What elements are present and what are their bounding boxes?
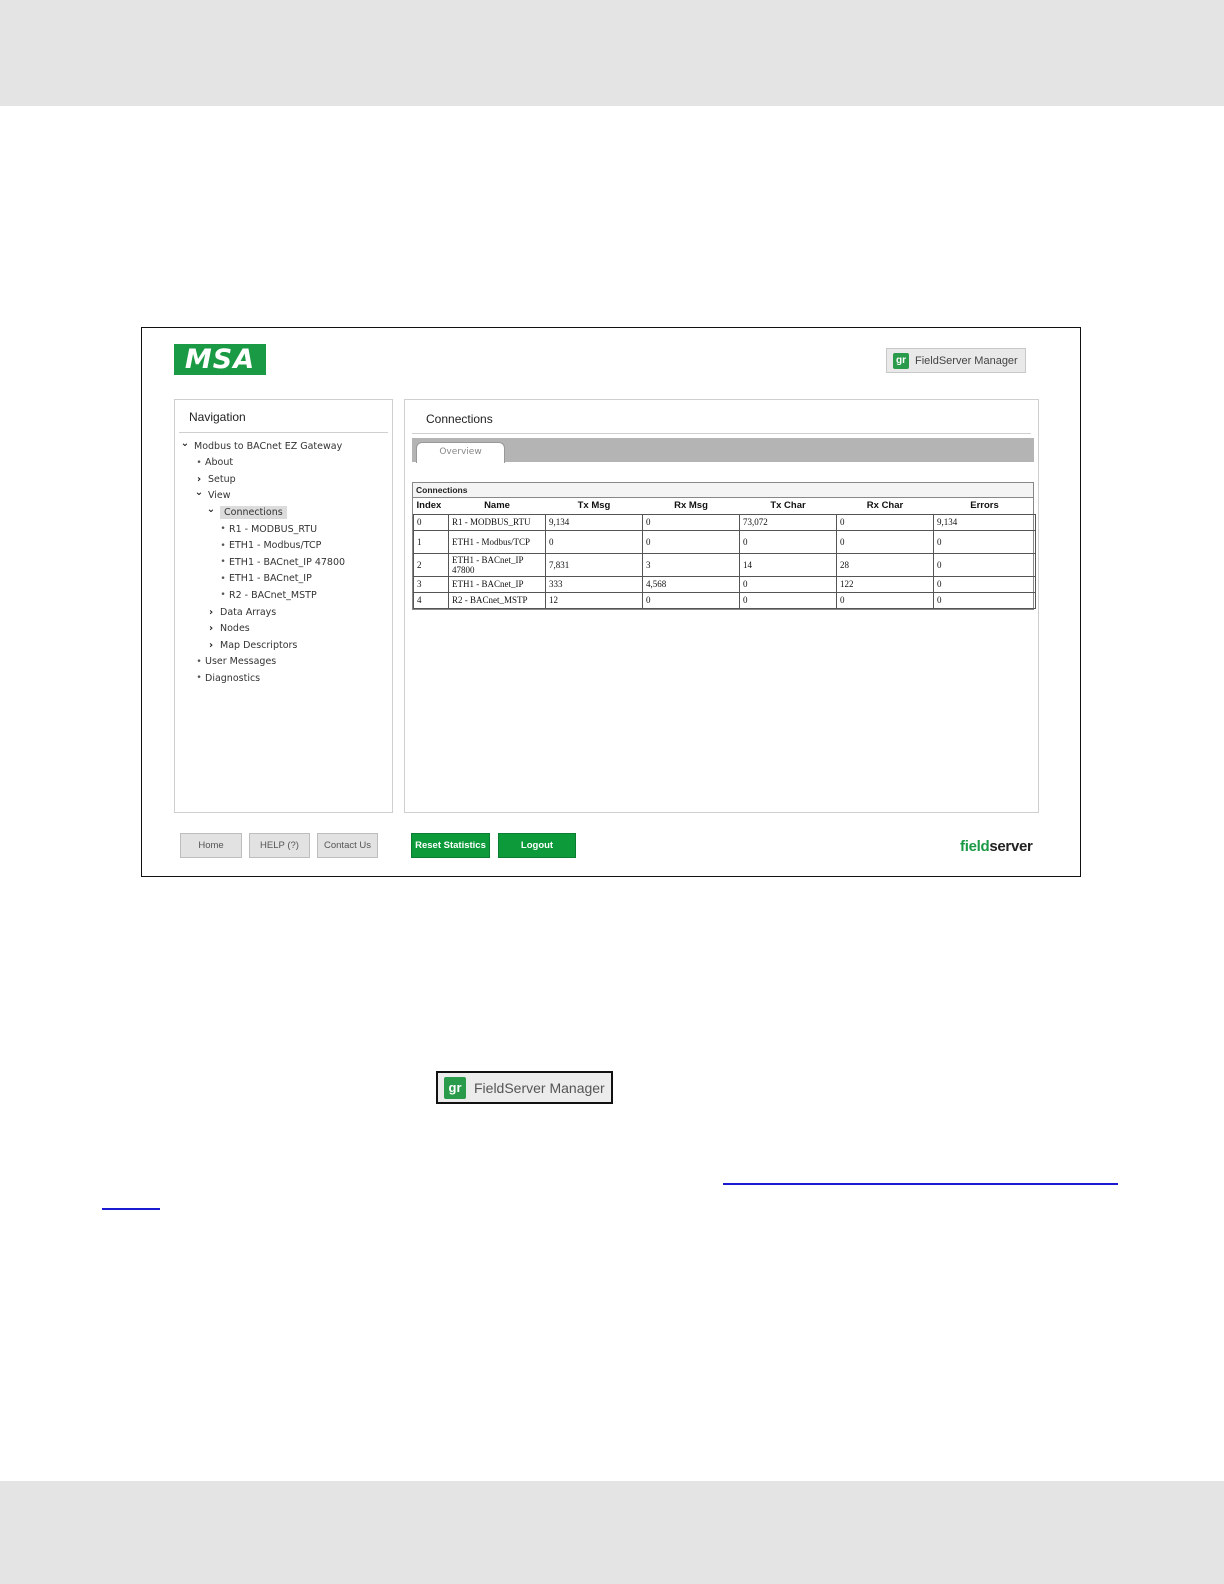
bullet-icon: • bbox=[220, 590, 226, 601]
table-cell: 9,134 bbox=[546, 514, 643, 530]
bullet-icon: • bbox=[196, 457, 202, 468]
table-cell: ETH1 - Modbus/TCP bbox=[449, 530, 546, 553]
nav-item-label: Map Descriptors bbox=[220, 639, 298, 651]
table-cell: 0 bbox=[934, 530, 1036, 553]
table-cell: R1 - MODBUS_RTU bbox=[449, 514, 546, 530]
table-row bbox=[414, 514, 1036, 530]
table-cell: 28 bbox=[837, 553, 934, 576]
table-cell: 73,072 bbox=[740, 514, 837, 530]
page-header-band bbox=[0, 0, 1224, 106]
connections-table bbox=[413, 498, 1036, 609]
table-cell: 0 bbox=[934, 592, 1036, 608]
column-header: Tx Char bbox=[740, 498, 837, 514]
bullet-icon: • bbox=[196, 656, 202, 667]
brand-word-server: server bbox=[989, 838, 1033, 855]
nav-item-diagnostics[interactable] bbox=[193, 671, 260, 685]
table-cell: 0 bbox=[740, 576, 837, 592]
logout-button[interactable]: Logout bbox=[498, 833, 576, 858]
nav-item-data-arrays[interactable] bbox=[205, 605, 276, 619]
nav-item-user-messages[interactable] bbox=[193, 655, 276, 669]
table-cell: 3 bbox=[643, 553, 740, 576]
nav-item-label: Diagnostics bbox=[205, 672, 261, 684]
column-header: Errors bbox=[934, 498, 1036, 514]
table-cell: 0 bbox=[740, 530, 837, 553]
table-cell: 12 bbox=[546, 592, 643, 608]
bullet-icon: • bbox=[196, 673, 202, 684]
fieldserver-manager-label: FieldServer Manager bbox=[915, 354, 1018, 367]
bullet-icon: • bbox=[220, 573, 226, 584]
chevron-right-icon: › bbox=[208, 623, 214, 635]
nav-item-label: ETH1 - BACnet_IP bbox=[229, 573, 312, 585]
gateway-screenshot bbox=[141, 327, 1081, 877]
navigation-panel bbox=[174, 399, 393, 813]
chevron-down-icon: ⌄ bbox=[206, 503, 216, 515]
fieldserver-manager-button[interactable] bbox=[886, 348, 1026, 373]
nav-item-label: About bbox=[205, 457, 234, 469]
column-header: Tx Msg bbox=[546, 498, 643, 514]
nav-item-label: Modbus to BACnet EZ Gateway bbox=[194, 440, 343, 452]
table-cell: 2 bbox=[414, 553, 449, 576]
column-header: Index bbox=[414, 498, 449, 514]
fieldserver-manager-label: FieldServer Manager bbox=[474, 1079, 605, 1096]
contact-us-button[interactable]: Contact Us bbox=[317, 833, 378, 858]
table-cell: ETH1 - BACnet_IP bbox=[449, 576, 546, 592]
table-cell: 0 bbox=[934, 576, 1036, 592]
table-row bbox=[414, 576, 1036, 592]
table-cell: 4 bbox=[414, 592, 449, 608]
chevron-down-icon: ⌄ bbox=[194, 487, 204, 499]
page-footer-band bbox=[0, 1481, 1224, 1584]
brand-word-field: field bbox=[960, 838, 990, 855]
nav-item-label: ETH1 - BACnet_IP 47800 bbox=[229, 556, 346, 568]
table-cell: 0 bbox=[414, 514, 449, 530]
nav-item-eth1-modbus-tcp[interactable] bbox=[217, 539, 321, 553]
nav-item-label: Nodes bbox=[220, 623, 250, 635]
table-cell: 0 bbox=[643, 530, 740, 553]
nav-item-view[interactable] bbox=[193, 489, 231, 503]
table-cell: 122 bbox=[837, 576, 934, 592]
table-cell: 0 bbox=[643, 592, 740, 608]
column-header: Name bbox=[449, 498, 546, 514]
help-button[interactable]: HELP (?) bbox=[249, 833, 310, 858]
table-cell: 333 bbox=[546, 576, 643, 592]
nav-item-setup[interactable] bbox=[193, 472, 236, 486]
nav-item-eth1-bacnet-ip[interactable] bbox=[217, 572, 312, 586]
grid-logo-icon: gr bbox=[893, 353, 909, 369]
table-cell: 0 bbox=[837, 530, 934, 553]
fieldserver-manager-button-illustration bbox=[436, 1071, 613, 1104]
hyperlink-underline[interactable] bbox=[723, 1183, 1118, 1185]
nav-item-label: Connections bbox=[220, 506, 287, 519]
table-cell: 1 bbox=[414, 530, 449, 553]
divider bbox=[412, 433, 1031, 434]
table-cell: 0 bbox=[643, 514, 740, 530]
nav-item-label: R2 - BACnet_MSTP bbox=[229, 589, 317, 601]
nav-item-label: ETH1 - Modbus/TCP bbox=[229, 540, 322, 552]
nav-item-about[interactable] bbox=[193, 456, 233, 470]
table-caption: Connections bbox=[413, 483, 1033, 498]
nav-item-label: Setup bbox=[208, 473, 236, 485]
bullet-icon: • bbox=[220, 557, 226, 568]
table-cell: 7,831 bbox=[546, 553, 643, 576]
table-cell: 4,568 bbox=[643, 576, 740, 592]
nav-item-eth1-bacnet-ip-47800[interactable] bbox=[217, 555, 345, 569]
bullet-icon: • bbox=[220, 540, 226, 551]
divider bbox=[179, 432, 388, 433]
tab-bar bbox=[412, 438, 1034, 462]
reset-statistics-button[interactable]: Reset Statistics bbox=[411, 833, 490, 858]
msa-logo: MSA bbox=[174, 344, 266, 375]
table-cell: R2 - BACnet_MSTP bbox=[449, 592, 546, 608]
column-header: Rx Char bbox=[837, 498, 934, 514]
table-row bbox=[414, 592, 1036, 608]
table-row bbox=[414, 530, 1036, 553]
table-header-row bbox=[414, 498, 1036, 514]
bullet-icon: • bbox=[220, 524, 226, 534]
nav-item-label: R1 - MODBUS_RTU bbox=[229, 523, 318, 535]
nav-item-label: Data Arrays bbox=[220, 606, 277, 618]
nav-item-modbus-to-bacnet-ez-gateway[interactable] bbox=[179, 439, 342, 453]
nav-item-nodes[interactable] bbox=[205, 622, 250, 636]
table-cell: ETH1 - BACnet_IP 47800 bbox=[449, 553, 546, 576]
nav-item-label: View bbox=[208, 490, 231, 502]
table-cell: 0 bbox=[546, 530, 643, 553]
tab-overview[interactable]: Overview bbox=[416, 442, 505, 463]
nav-item-map-descriptors[interactable] bbox=[205, 638, 297, 652]
table-cell: 14 bbox=[740, 553, 837, 576]
table-cell: 9,134 bbox=[934, 514, 1036, 530]
table-cell: 0 bbox=[934, 553, 1036, 576]
fieldserver-logo bbox=[960, 838, 1033, 855]
table-cell: 0 bbox=[837, 514, 934, 530]
table-cell: 0 bbox=[740, 592, 837, 608]
navigation-title: Navigation bbox=[189, 410, 246, 424]
table-body bbox=[414, 514, 1036, 608]
chevron-down-icon: ⌄ bbox=[180, 437, 190, 449]
grid-logo-icon: gr bbox=[444, 1077, 466, 1099]
nav-item-connections[interactable] bbox=[205, 505, 287, 519]
column-header: Rx Msg bbox=[643, 498, 740, 514]
nav-item-label: User Messages bbox=[205, 656, 277, 668]
table-row bbox=[414, 553, 1036, 576]
main-panel bbox=[404, 399, 1039, 813]
connections-table-container bbox=[412, 482, 1034, 610]
hyperlink-underline-continued[interactable] bbox=[102, 1208, 160, 1210]
page-title: Connections bbox=[426, 412, 493, 426]
table-cell: 0 bbox=[837, 592, 934, 608]
chevron-right-icon: › bbox=[196, 473, 202, 485]
table-cell: 3 bbox=[414, 576, 449, 592]
home-button[interactable]: Home bbox=[180, 833, 242, 858]
chevron-right-icon: › bbox=[208, 606, 214, 618]
nav-item-r2-bacnet-mstp[interactable] bbox=[217, 588, 317, 602]
nav-item-r1-modbus-rtu[interactable] bbox=[217, 522, 317, 536]
chevron-right-icon: › bbox=[208, 639, 214, 651]
